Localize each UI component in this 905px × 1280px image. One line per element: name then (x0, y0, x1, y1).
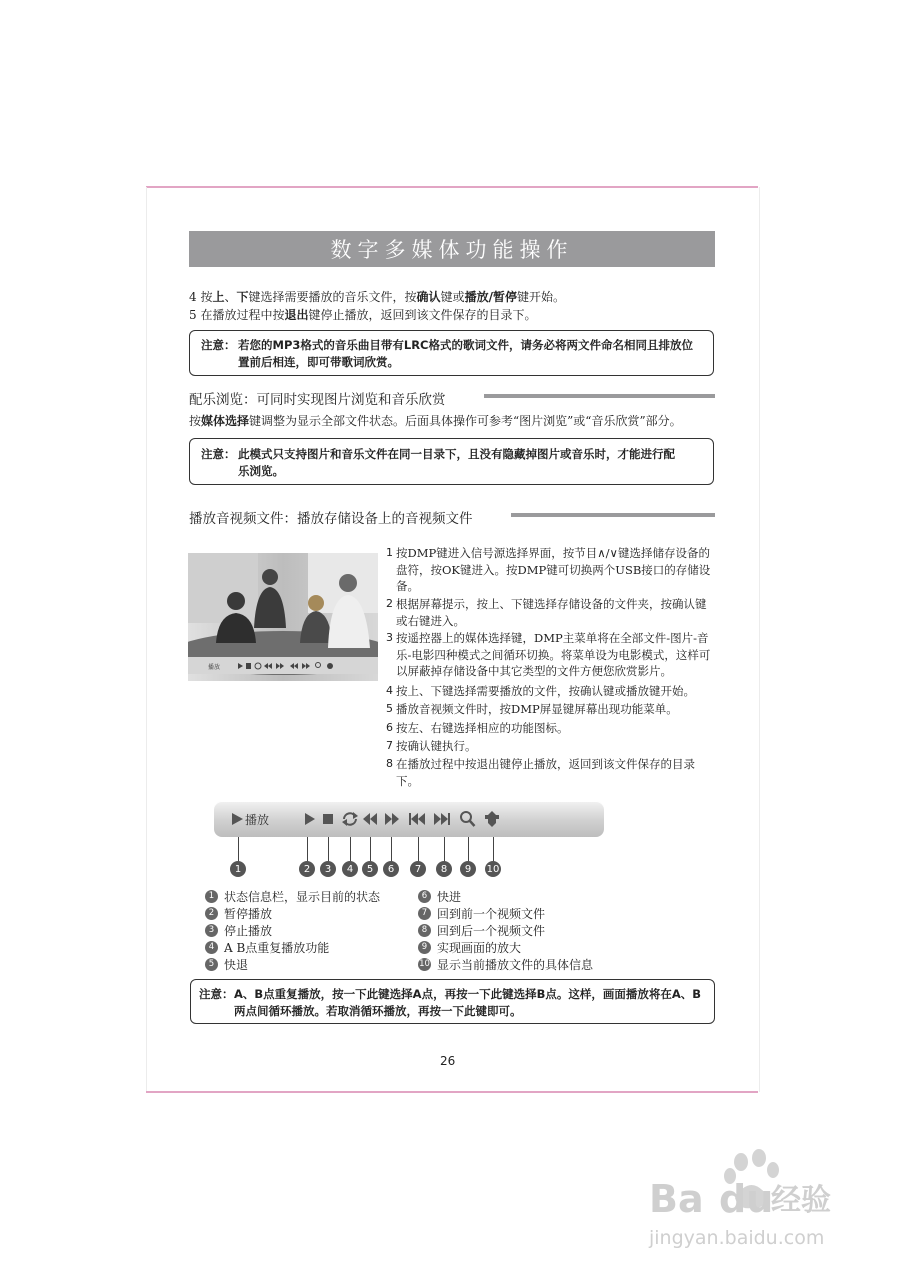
callout-badge: 5 (362, 861, 378, 877)
section-rule (484, 394, 715, 398)
callout-badge: 1 (230, 861, 246, 877)
previous-icon[interactable] (408, 812, 426, 826)
legend-item: 10 显示当前播放文件的具体信息 (419, 957, 594, 972)
legend-item: 8 回到后一个视频文件 (418, 922, 545, 938)
baidu-jingyan-watermark (645, 1148, 855, 1254)
legend-item: 2 暂停播放 (205, 905, 272, 921)
note-ab-repeat: 注意： A、B点重复播放，按一下此键选择A点，再按一下此键选择B点。这样，画面播放将在A、B 两点间循环播放。若取消循环播放，再按一下此键即可。 (190, 979, 715, 1024)
watermark-brand-b: du (719, 1177, 774, 1221)
repeat-ab-icon[interactable] (341, 810, 359, 828)
step-5: 5 播放音视频文件时，按DMP屏显键屏幕出现功能菜单。 (386, 702, 678, 716)
watermark-brand-cn: 经验 (771, 1183, 831, 1218)
step-1: 1 按DMP键进入信号源选择界面，按节目∧/∨键选择储存设备的盘符，按OK键进入。按DMP键可切换两个USB接口的存储设备。 (386, 546, 711, 593)
legend-item: 7 回到前一个视频文件 (418, 905, 545, 921)
legend-item: 4 A B点重复播放功能 (205, 939, 329, 955)
meeting-photo (188, 553, 378, 681)
step-7: 7 按确认键执行。 (386, 739, 477, 753)
step-3: 3 按遥控器上的媒体选择键，DMP主菜单将在全部文件-图片-音乐-电影四种模式之间循环切换。将菜单设为电影模式，这样可以屏蔽掉存储设备中其它类型的文件方便您欣赏影片。 (386, 631, 711, 678)
section1-text: 按媒体选择键调整为显示全部文件状态。后面具体操作可参考“图片浏览”或“音乐欣赏”部分。 (189, 414, 682, 428)
callout-badge: 8 (436, 861, 452, 877)
callout-badge: 9 (460, 861, 476, 877)
fast-forward-icon[interactable] (384, 812, 400, 826)
callout-line (370, 837, 371, 862)
legend-item: 1 状态信息栏，显示目前的状态 (205, 888, 380, 904)
callout-badge: 6 (383, 861, 399, 877)
legend-item: 6 快进 (418, 888, 461, 904)
stop-icon[interactable] (322, 812, 334, 826)
info-icon[interactable] (484, 810, 500, 828)
next-icon[interactable] (433, 812, 451, 826)
callout-line (328, 837, 329, 862)
section-title-music-slideshow: 配乐浏览：可同时实现图片浏览和音乐欣赏 (189, 392, 446, 408)
zoom-icon[interactable] (459, 810, 476, 828)
photo-osd-label: 播放 (208, 664, 221, 671)
playback-toolbar (214, 801, 604, 837)
callout-line (493, 837, 494, 862)
legend-item: 3 停止播放 (205, 922, 272, 938)
callout-badge: 4 (342, 861, 358, 877)
callout-badge: 3 (320, 861, 336, 877)
instruction-line-5: 5 在播放过程中按退出键停止播放，返回到该文件保存的目录下。 (189, 308, 537, 322)
legend-item: 5 快退 (205, 956, 248, 972)
status-play-icon (231, 812, 245, 826)
step-4: 4 按上、下键选择需要播放的文件，按确认键或播放键开始。 (386, 684, 695, 698)
callout-line (391, 837, 392, 862)
callout-line (350, 837, 351, 862)
callout-badge: 10 (485, 861, 501, 877)
pause-play-icon[interactable] (304, 812, 316, 826)
note-slideshow: 注意： 此模式只支持图片和音乐文件在同一目录下，且没有隐藏掉图片或音乐时，才能进行配 乐浏览。 (189, 438, 714, 485)
callout-line (418, 837, 419, 862)
page-title: 数字多媒体功能操作 (189, 231, 715, 267)
callout-line (307, 837, 308, 862)
watermark-url: jingyan.baidu.com (649, 1227, 825, 1249)
section-title-av-playback: 播放音视频文件：播放存储设备上的音视频文件 (189, 511, 473, 527)
callout-badge: 2 (299, 861, 315, 877)
bottom-rule (146, 1091, 758, 1093)
instruction-line-4: 4 按上、下键选择需要播放的音乐文件，按确认键或播放/暂停键开始。 (189, 290, 565, 304)
legend-item: 9 实现画面的放大 (418, 939, 521, 955)
toolbar-play-label: 播放 (245, 813, 270, 827)
page-number: 26 (440, 1054, 456, 1068)
note-lrc: 注意： 若您的MP3格式的音乐曲目带有LRC格式的歌词文件，请务必将两文件命名相同且排放位 置前后相连，即可带歌词欣赏。 (189, 330, 714, 376)
section-rule (511, 513, 715, 517)
callout-line (468, 837, 469, 862)
step-8: 8 在播放过程中按退出键停止播放，返回到该文件保存的目录下。 (386, 757, 695, 788)
step-2: 2 根据屏幕提示，按上、下键选择存储设备的文件夹，按确认键或右键进入。 (386, 597, 707, 628)
callout-line (444, 837, 445, 862)
rewind-icon[interactable] (362, 812, 378, 826)
callout-badge: 7 (410, 861, 426, 877)
callout-line (238, 837, 239, 862)
watermark-brand-a: Ba (649, 1177, 704, 1221)
step-6: 6 按左、右键选择相应的功能图标。 (386, 721, 569, 735)
